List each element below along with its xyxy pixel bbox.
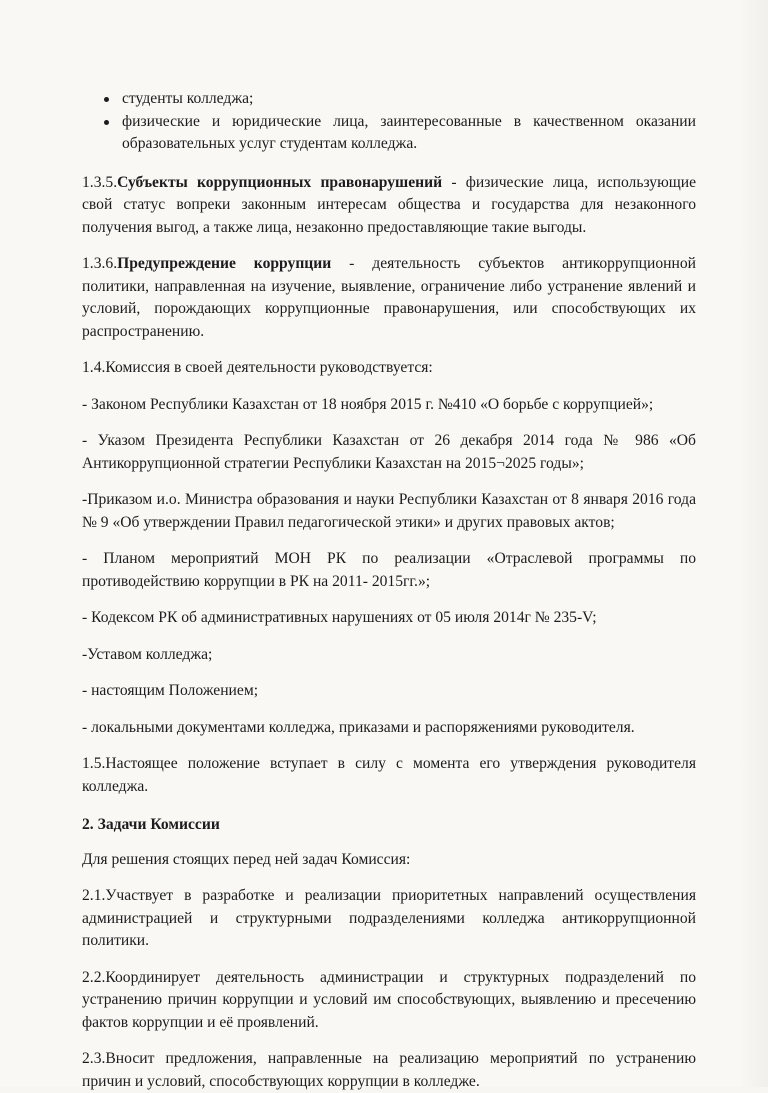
- list-item: - Указом Президента Республики Казахстан от 26 декабря 2014 года № 986 «Об Антикоррупционной стратегии Республики Казахстан на 2015¬2025 годы»;: [82, 432, 696, 472]
- paragraph-2-3: 2.3.Вносит предложения, направленные на реализацию мероприятий по устранению причин и условий, способствующих коррупции в колледже.: [82, 1050, 696, 1090]
- paragraph-1-3-6: [82, 253, 696, 343]
- bullet-list: [82, 88, 696, 156]
- list-item: [82, 88, 696, 111]
- clause-number: 1.3.6.: [82, 255, 118, 272]
- bullet-text: студенты колледжа;: [122, 90, 254, 107]
- list-item: - настоящим Положением;: [82, 682, 259, 699]
- bullet-icon: [104, 120, 109, 125]
- defined-term: Субъекты коррупционных правонарушений: [117, 173, 443, 191]
- definition-text: - деятельность субъектов антикоррупционной политики, направленная на изучение, выявление, ограничение либо устранение явлений и условий, порождающих коррупционные правонарушения, или способствующих их распространению.: [82, 255, 697, 340]
- section-heading: 2. Задачи Комиссии: [82, 816, 220, 833]
- clause-number: 1.3.5.: [82, 173, 118, 191]
- list-item: -Уставом колледжа;: [82, 645, 213, 663]
- list-item: - Планом мероприятий МОН РК по реализации «Отраслевой программы по противодействию коррупции в РК на 2011- 2015гг.»;: [82, 550, 696, 590]
- bullet-icon: [104, 97, 109, 102]
- paragraph-2-2: 2.2.Координирует деятельность администрации и структурных подразделений по устранению причин коррупции и условий им способствующих, выявлению и пресечению фактов коррупции и её проявлений.: [82, 968, 696, 1031]
- list-item: - Законом Республики Казахстан от 18 ноября 2015 г. №410 «О борьбе с коррупцией»;: [82, 395, 654, 413]
- list-item: -Приказом и.о. Министра образования и науки Республики Казахстан от 8 января 2016 года № 9 «Об утверждении Правил педагогической этики» и других правовых актов;: [82, 491, 696, 531]
- definition-text: - физические лица, использующие свой статус вопреки законным интересам общества и государства для незаконного получения выгод, а также лица, незаконно предоставляющие такие выгоды.: [82, 173, 696, 236]
- paragraph-1-4: 1.4.Комиссия в своей деятельности руководствуется:: [82, 359, 433, 376]
- bullet-text: физические и юридические лица, заинтересованные в качественном оказании образовательных услуг студентам колледжа.: [122, 112, 696, 152]
- paragraph-1-5: 1.5.Настоящее положение вступает в силу с момента его утверждения руководителя колледжа.: [82, 755, 696, 795]
- paragraph-2-1: 2.1.Участвует в разработке и реализации приоритетных направлений осуществления администрацией и структурными подразделениями колледжа антикоррупционной политики.: [82, 887, 696, 949]
- section-intro: Для решения стоящих перед ней задач Комиссия:: [82, 850, 411, 868]
- list-item: [82, 111, 696, 156]
- list-item: - локальными документами колледжа, приказами и распоряжениями руководителя.: [82, 718, 635, 736]
- paragraph-1-3-5: [82, 172, 696, 240]
- list-item: - Кодексом РК об административных нарушениях от 05 июля 2014г № 235-V;: [82, 609, 597, 626]
- defined-term: Предупреждение коррупции: [117, 255, 332, 272]
